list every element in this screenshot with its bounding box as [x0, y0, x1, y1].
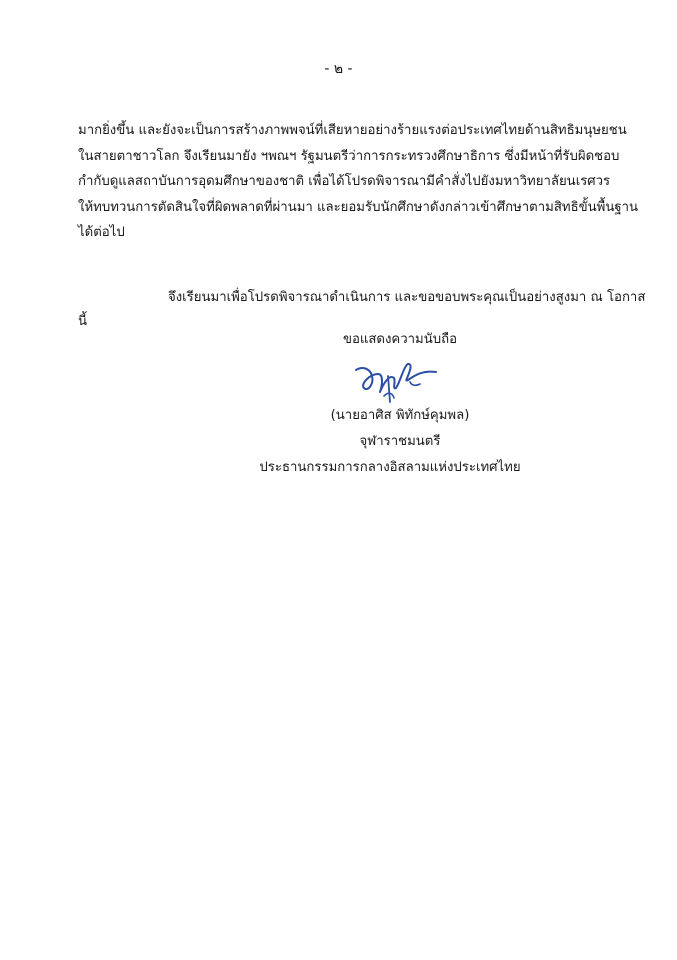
- regards-text: ขอแสดงความนับถือ: [342, 332, 458, 347]
- body-line: กำกับดูแลสถาบันการอุดมศึกษาของชาติ เพื่อได้โปรดพิจารณามีคำสั่งไปยังมหาวิทยาลัยนเรศวร: [78, 174, 611, 189]
- signatory-name: (นายอาศิส พิทักษ์คุมพล): [330, 408, 470, 423]
- signatory-position: จุฬาราชมนตรี: [359, 434, 441, 449]
- body-line: ให้ทบทวนการตัดสินใจที่ผิดพลาดที่ผ่านมา และยอมรับนักศึกษาดังกล่าวเข้าศึกษาตามสิทธิขั้นพื้นฐาน: [78, 199, 639, 215]
- signatory-organization: ประธานกรรมการกลางอิสลามแห่งประเทศไทย: [259, 460, 521, 475]
- body-line: มากยิ่งขึ้น และยังจะเป็นการสร้างภาพพจน์ที่เสียหายอย่างร้ายแรงต่อประเทศไทยด้านสิทธิมนุษยชน: [78, 123, 627, 138]
- closing-paragraph: [78, 286, 646, 334]
- page-number: - ๒ -: [324, 61, 353, 77]
- letter-body: [78, 118, 639, 246]
- body-line: ได้ต่อไป: [78, 225, 125, 240]
- handwritten-signature: [350, 352, 440, 404]
- closing-line: นี้: [78, 314, 88, 329]
- body-line: ในสายตาชาวโลก จึงเรียนมายัง ฯพณฯ รัฐมนตรีว่าการกระทรวงศึกษาธิการ ซึ่งมีหน้าที่รับผิดชอบ: [78, 148, 620, 164]
- closing-line: จึงเรียนมาเพื่อโปรดพิจารณาดำเนินการ และขอขอบพระคุณเป็นอย่างสูงมา ณ โอกาส: [168, 290, 646, 305]
